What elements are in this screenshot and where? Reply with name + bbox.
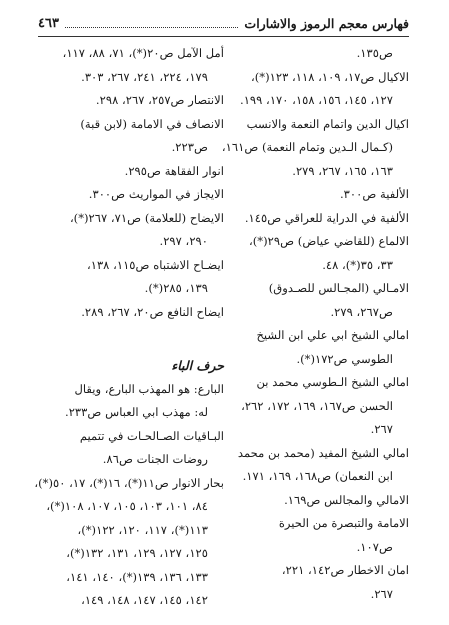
running-title: فهارس معجم الرموز والاشارات (244, 15, 409, 31)
index-entry-continuation: ١٦٣، ١٦٥، ٢٦٧، ٢٧٩. (292, 163, 393, 178)
index-entry-continuation: ١١٣(*)، ١١٧، ١٢٠، ١٢٢(*)، (77, 522, 208, 537)
index-entry: امالي الشيخ الـطوسي محمد بن (256, 375, 409, 389)
index-column-left (34, 42, 224, 613)
index-entry: الانصاف في الامامة (لابن قبة) (80, 116, 224, 131)
index-entry: ايضاح النافع ص٢٠، ٢٦٧، ٢٨٩. (81, 304, 224, 319)
index-entry: الامامة والتبصرة من الحيرة (278, 516, 409, 530)
page-number: ٤٦٣ (38, 15, 59, 31)
index-entry-continuation: ٢٦٧. (370, 422, 393, 436)
index-entry: بحار الانوار ص١١(*)، ١٦(*)، ١٧، ٥٠(*)، (34, 475, 224, 490)
index-entry-continuation: الحسن ص١٦٧، ١٦٩، ١٧٢، ٢٦٢، (241, 398, 393, 413)
index-entry: البارع: هو المهذب البارع، ويقال (74, 381, 224, 396)
index-entry: الامالي والمجالس ص١٦٩. (284, 492, 409, 507)
index-entry-continuation: ٢٩٠، ٢٩٧. (159, 234, 208, 248)
section-spacer (38, 324, 224, 338)
index-entry-continuation: الطوسي ص١٧٢(*). (296, 351, 393, 366)
index-entry-continuation: ١٤٢، ١٤٥، ١٤٧، ١٤٨، ١٤٩، (81, 593, 208, 607)
index-entry: الاكيال ص١٧، ١٠٩، ١١٨، ١٢٣(*)، (251, 69, 409, 84)
index-entry-continuation: له: مهذب ابي العباس ص٢٣٣. (65, 405, 208, 419)
index-entry: الالماع (للقاضي عياض) ص٢٩(*)، (249, 234, 409, 248)
index-entry: الامـالي (المجـالس للصـدوق) (268, 281, 409, 295)
index-entry-continuation: ص٢٢٣. (171, 140, 208, 154)
index-entry: ايضـاح الاشتباه ص١١٥، ١٣٨، (86, 257, 224, 272)
index-entry: امالي الشيخ ابي علي ابن الشيخ (256, 328, 409, 342)
index-entry: انوار الفقاهة ص٢٩٥. (124, 163, 224, 178)
index-entry-continuation: ص٢٦٧، ٢٧٩. (330, 304, 393, 319)
index-entry-continuation: روضات الجنات ص٨٦. (102, 452, 208, 466)
index-entry: الايضاح (للعلامة) ص٧١، ٢٦٧(*)، (69, 210, 224, 225)
index-entry-continuation: (كـمال الـدين وتمام النعمة) ص١٦١، (221, 140, 393, 154)
index-entry: البـاقيات الصـالحـات في تتميم (79, 428, 224, 443)
index-entry-continuation: ٣٣، ٣٥(*)، ٤٨. (322, 257, 393, 272)
index-entry-continuation: ص١٠٧. (356, 539, 393, 554)
index-entry: امالي الشيخ المفيد (محمد بن محمد (237, 445, 409, 460)
index-entry-continuation: ١٣٩، ٢٨٥(*). (144, 281, 208, 295)
index-entry: اكيال الدين واتمام النعمة والانسب (246, 116, 409, 131)
index-entry: الايجاز في المواريث ص٣٠٠. (88, 187, 224, 201)
index-entry-continuation: ٢٦٧. (370, 586, 393, 601)
index-entry: الانتصار ص٢٥٧، ٢٦٧، ٢٩٨. (95, 93, 224, 107)
index-entry: أمل الآمل ص٢٠(*)، ٧١، ٨٨، ١١٧، (62, 46, 224, 60)
index-entry: الألفية ص٣٠٠. (339, 187, 409, 201)
header-rule (38, 36, 409, 37)
index-entry-continuation: ١٢٥، ١٢٧، ١٢٩، ١٣١، ١٣٢(*)، (66, 546, 208, 560)
index-entry-continuation: ١٣٣، ١٣٦، ١٣٩(*)، ١٤٠، ١٤١، (66, 569, 208, 584)
section-heading: حرف الباء (171, 358, 224, 373)
index-entry-continuation: ٨٤، ١٠١، ١٠٣، ١٠٥، ١٠٧، ١٠٨(*)، (46, 499, 208, 513)
index-entry-continuation: ١٧٩، ٢٢٤، ٢٤١، ٢٦٧، ٣٠٣. (81, 69, 208, 84)
index-entry: امان الاخطار ص١٤٢، ٢٢١، (281, 563, 409, 577)
header-dot-leader (65, 27, 238, 28)
index-column-right (223, 42, 409, 606)
index-entry: الألفية في الدراية للعراقي ص١٤٥. (244, 210, 409, 225)
index-entry-continuation: ص١٣٥. (356, 46, 393, 60)
index-entry-continuation: ١٢٧، ١٤٥، ١٥٦، ١٥٨، ١٧٠، ١٩٩. (240, 93, 393, 107)
index-entry-continuation: ابن النعمان) ص١٦٨، ١٦٩، ١٧١. (242, 469, 393, 483)
page-header (38, 12, 409, 34)
